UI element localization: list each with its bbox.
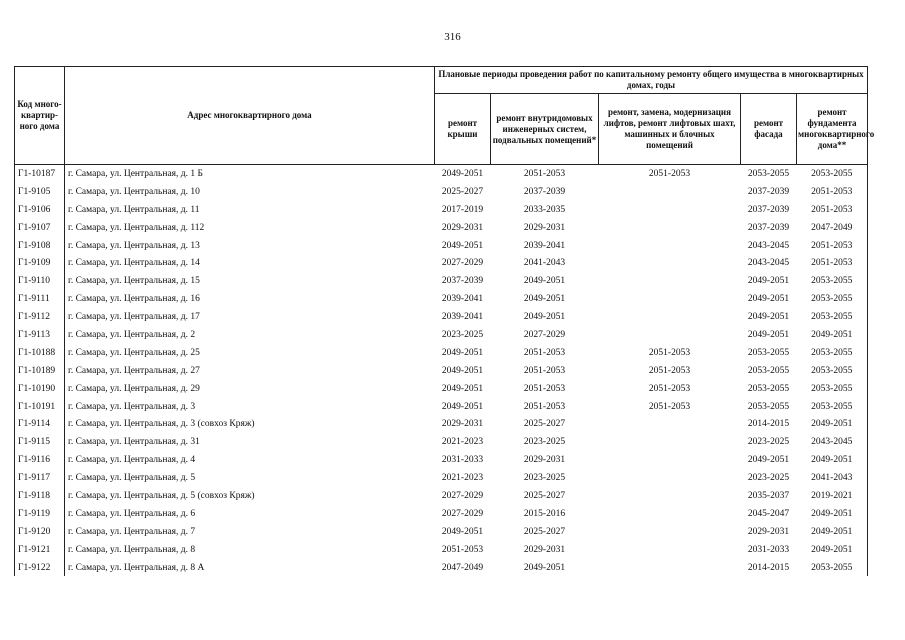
table-header xyxy=(15,67,875,165)
cell-elevators xyxy=(599,541,741,559)
cell-roof: 2023-2025 xyxy=(441,329,484,340)
cell-roof: 2021-2023 xyxy=(441,437,484,448)
cell-roof: 2049-2051 xyxy=(441,240,484,251)
cell-systems: 2015-2016 xyxy=(523,508,566,519)
cell-address: г. Самара, ул. Центральная, д. 15 xyxy=(68,276,200,287)
cell-facade: 2045-2047 xyxy=(747,508,790,519)
cell-foundation: 2053-2055 xyxy=(797,559,868,577)
cell-foundation: 2049-2051 xyxy=(797,451,868,469)
cell-foundation: 2051-2053 xyxy=(797,237,868,255)
header-code: Код много-квартир-ного дома xyxy=(15,67,65,165)
cell-code: Г1-10190 xyxy=(15,380,65,398)
cell-foundation: 2053-2055 xyxy=(797,165,868,183)
cell-code: Г1-10188 xyxy=(15,344,65,362)
cell-foundation: 2041-2043 xyxy=(797,469,868,487)
table-row xyxy=(15,415,868,433)
cell-elevators xyxy=(599,254,741,272)
cell-systems: 2051-2053 xyxy=(523,383,566,394)
cell-address: г. Самара, ул. Центральная, д. 11 xyxy=(68,204,200,215)
cell-systems: 2029-2031 xyxy=(523,222,566,233)
cell-systems: 2025-2027 xyxy=(523,526,566,537)
header-facade: ремонт фасада xyxy=(741,94,797,165)
table-row xyxy=(15,505,868,523)
cell-elevators: 2051-2053 xyxy=(648,383,691,394)
cell-address: г. Самара, ул. Центральная, д. 16 xyxy=(68,294,200,305)
cell-facade: 2053-2055 xyxy=(747,401,790,412)
header-foundation: ремонт фундамента многоквартирного дома** xyxy=(797,94,868,165)
cell-address: г. Самара, ул. Центральная, д. 8 А xyxy=(68,562,205,573)
cell-roof: 2027-2029 xyxy=(441,258,484,269)
cell-facade: 2043-2045 xyxy=(747,240,790,251)
cell-code: Г1-9107 xyxy=(15,219,65,237)
cell-code: Г1-9111 xyxy=(15,290,65,308)
cell-code: Г1-9120 xyxy=(15,523,65,541)
cell-roof: 2047-2049 xyxy=(441,562,484,573)
cell-elevators xyxy=(599,487,741,505)
cell-foundation: 2053-2055 xyxy=(797,290,868,308)
cell-facade: 2053-2055 xyxy=(747,347,790,358)
cell-address: г. Самара, ул. Центральная, д. 7 xyxy=(68,526,196,537)
table-row xyxy=(15,433,868,451)
page-number: 316 xyxy=(444,31,461,43)
cell-foundation: 2053-2055 xyxy=(797,380,868,398)
cell-address: г. Самара, ул. Центральная, д. 6 xyxy=(68,508,196,519)
cell-facade: 2037-2039 xyxy=(747,204,790,215)
cell-systems: 2051-2053 xyxy=(523,347,566,358)
cell-roof: 2049-2051 xyxy=(441,347,484,358)
table-row xyxy=(15,237,868,255)
cell-facade: 2049-2051 xyxy=(747,312,790,323)
cell-roof: 2049-2051 xyxy=(441,401,484,412)
cell-systems: 2049-2051 xyxy=(523,276,566,287)
cell-elevators xyxy=(599,237,741,255)
cell-facade: 2031-2033 xyxy=(747,544,790,555)
cell-address: г. Самара, ул. Центральная, д. 27 xyxy=(68,365,200,376)
cell-address: г. Самара, ул. Центральная, д. 5 xyxy=(68,473,196,484)
cell-roof: 2021-2023 xyxy=(441,473,484,484)
cell-address: г. Самара, ул. Центральная, д. 14 xyxy=(68,258,200,269)
cell-elevators: 2051-2053 xyxy=(648,347,691,358)
cell-systems: 2025-2027 xyxy=(523,419,566,430)
cell-code: Г1-9122 xyxy=(15,559,65,577)
cell-code: Г1-9106 xyxy=(15,201,65,219)
cell-facade: 2023-2025 xyxy=(747,437,790,448)
cell-roof: 2049-2051 xyxy=(441,365,484,376)
header-periods: Плановые периоды проведения работ по капитальному ремонту общего имущества в многоквартирных домах, годы xyxy=(435,67,868,94)
cell-foundation: 2051-2053 xyxy=(797,254,868,272)
header-roof: ремонт крыши xyxy=(435,94,491,165)
cell-address: г. Самара, ул. Центральная, д. 1 Б xyxy=(68,168,203,179)
cell-facade: 2037-2039 xyxy=(747,222,790,233)
cell-code: Г1-9109 xyxy=(15,254,65,272)
cell-address: г. Самара, ул. Центральная, д. 10 xyxy=(68,186,200,197)
cell-foundation: 2019-2021 xyxy=(797,487,868,505)
cell-systems: 2023-2025 xyxy=(523,437,566,448)
cell-facade: 2014-2015 xyxy=(747,562,790,573)
table-row xyxy=(15,469,868,487)
header-systems: ремонт внутридомовых инженерных систем, подвальных помещений* xyxy=(491,94,599,165)
cell-code: Г1-9116 xyxy=(15,451,65,469)
table-row xyxy=(15,523,868,541)
cell-foundation: 2047-2049 xyxy=(797,219,868,237)
cell-systems: 2025-2027 xyxy=(523,490,566,501)
cell-foundation: 2043-2045 xyxy=(797,433,868,451)
cell-systems: 2049-2051 xyxy=(523,312,566,323)
cell-facade: 2049-2051 xyxy=(747,294,790,305)
cell-roof: 2031-2033 xyxy=(441,455,484,466)
cell-systems: 2039-2041 xyxy=(523,240,566,251)
table-row xyxy=(15,201,868,219)
cell-address: г. Самара, ул. Центральная, д. 25 xyxy=(68,347,200,358)
cell-code: Г1-10187 xyxy=(15,165,65,183)
cell-elevators xyxy=(599,183,741,201)
table-row xyxy=(15,559,868,577)
cell-elevators xyxy=(599,308,741,326)
cell-address: г. Самара, ул. Центральная, д. 3 xyxy=(68,401,196,412)
cell-code: Г1-9105 xyxy=(15,183,65,201)
cell-facade: 2049-2051 xyxy=(747,329,790,340)
cell-elevators xyxy=(599,451,741,469)
table-body xyxy=(15,165,868,577)
cell-code: Г1-9117 xyxy=(15,469,65,487)
cell-facade: 2035-2037 xyxy=(747,490,790,501)
cell-elevators xyxy=(599,505,741,523)
table-row xyxy=(15,398,868,416)
cell-systems: 2051-2053 xyxy=(523,168,566,179)
cell-elevators xyxy=(599,290,741,308)
cell-foundation: 2053-2055 xyxy=(797,308,868,326)
cell-foundation: 2049-2051 xyxy=(797,541,868,559)
repair-schedule-table xyxy=(14,66,875,576)
cell-elevators: 2051-2053 xyxy=(648,365,691,376)
cell-elevators xyxy=(599,219,741,237)
cell-systems: 2049-2051 xyxy=(523,562,566,573)
cell-elevators xyxy=(599,469,741,487)
cell-systems: 2049-2051 xyxy=(523,294,566,305)
cell-facade: 2049-2051 xyxy=(747,455,790,466)
cell-systems: 2027-2029 xyxy=(523,329,566,340)
cell-foundation: 2049-2051 xyxy=(797,326,868,344)
cell-roof: 2027-2029 xyxy=(441,490,484,501)
cell-roof: 2049-2051 xyxy=(441,383,484,394)
cell-roof: 2049-2051 xyxy=(441,168,484,179)
table-row xyxy=(15,487,868,505)
cell-systems: 2051-2053 xyxy=(523,365,566,376)
cell-foundation: 2053-2055 xyxy=(797,344,868,362)
cell-code: Г1-9121 xyxy=(15,541,65,559)
cell-address: г. Самара, ул. Центральная, д. 5 (совхоз Кряж) xyxy=(68,490,255,501)
cell-elevators xyxy=(599,326,741,344)
cell-roof: 2025-2027 xyxy=(441,186,484,197)
table-row xyxy=(15,451,868,469)
table-row xyxy=(15,165,868,183)
cell-systems: 2051-2053 xyxy=(523,401,566,412)
cell-code: Г1-9119 xyxy=(15,505,65,523)
cell-foundation: 2053-2055 xyxy=(797,272,868,290)
cell-facade: 2023-2025 xyxy=(747,473,790,484)
cell-code: Г1-9118 xyxy=(15,487,65,505)
cell-systems: 2023-2025 xyxy=(523,473,566,484)
cell-elevators xyxy=(599,523,741,541)
cell-elevators xyxy=(599,559,741,577)
cell-facade: 2043-2045 xyxy=(747,258,790,269)
cell-systems: 2041-2043 xyxy=(523,258,566,269)
cell-address: г. Самара, ул. Центральная, д. 31 xyxy=(68,437,200,448)
cell-systems: 2033-2035 xyxy=(523,204,566,215)
cell-foundation: 2053-2055 xyxy=(797,398,868,416)
cell-roof: 2017-2019 xyxy=(441,204,484,215)
cell-elevators: 2051-2053 xyxy=(648,401,691,412)
cell-roof: 2049-2051 xyxy=(441,526,484,537)
cell-foundation: 2053-2055 xyxy=(797,362,868,380)
cell-roof: 2027-2029 xyxy=(441,508,484,519)
cell-roof: 2039-2041 xyxy=(441,312,484,323)
cell-address: г. Самара, ул. Центральная, д. 3 (совхоз Кряж) xyxy=(68,419,255,430)
cell-facade: 2029-2031 xyxy=(747,526,790,537)
table-row xyxy=(15,344,868,362)
cell-address: г. Самара, ул. Центральная, д. 17 xyxy=(68,312,200,323)
cell-address: г. Самара, ул. Центральная, д. 13 xyxy=(68,240,200,251)
cell-roof: 2051-2053 xyxy=(441,544,484,555)
cell-roof: 2029-2031 xyxy=(441,222,484,233)
cell-foundation: 2049-2051 xyxy=(797,505,868,523)
table-row xyxy=(15,326,868,344)
cell-foundation: 2051-2053 xyxy=(797,201,868,219)
table-row xyxy=(15,362,868,380)
cell-elevators xyxy=(599,433,741,451)
cell-address: г. Самара, ул. Центральная, д. 8 xyxy=(68,544,196,555)
cell-address: г. Самара, ул. Центральная, д. 4 xyxy=(68,455,196,466)
cell-code: Г1-9108 xyxy=(15,237,65,255)
cell-code: Г1-10191 xyxy=(15,398,65,416)
table-row xyxy=(15,541,868,559)
cell-foundation: 2049-2051 xyxy=(797,415,868,433)
cell-systems: 2029-2031 xyxy=(523,544,566,555)
cell-code: Г1-10189 xyxy=(15,362,65,380)
cell-address: г. Самара, ул. Центральная, д. 29 xyxy=(68,383,200,394)
table-row xyxy=(15,308,868,326)
cell-roof: 2029-2031 xyxy=(441,419,484,430)
cell-elevators xyxy=(599,415,741,433)
cell-elevators: 2051-2053 xyxy=(648,168,691,179)
cell-foundation: 2051-2053 xyxy=(797,183,868,201)
cell-facade: 2037-2039 xyxy=(747,186,790,197)
cell-code: Г1-9112 xyxy=(15,308,65,326)
cell-code: Г1-9113 xyxy=(15,326,65,344)
cell-code: Г1-9110 xyxy=(15,272,65,290)
cell-systems: 2037-2039 xyxy=(523,186,566,197)
cell-roof: 2039-2041 xyxy=(441,294,484,305)
header-address: Адрес многоквартирного дома xyxy=(65,67,435,165)
table-row xyxy=(15,380,868,398)
table-row xyxy=(15,254,868,272)
table-row xyxy=(15,272,868,290)
cell-facade: 2053-2055 xyxy=(747,365,790,376)
table-row xyxy=(15,290,868,308)
cell-facade: 2049-2051 xyxy=(747,276,790,287)
table-row xyxy=(15,183,868,201)
table-row xyxy=(15,219,868,237)
cell-roof: 2037-2039 xyxy=(441,276,484,287)
cell-elevators xyxy=(599,201,741,219)
cell-facade: 2053-2055 xyxy=(747,383,790,394)
cell-address: г. Самара, ул. Центральная, д. 2 xyxy=(68,329,196,340)
header-elevators: ремонт, замена, модернизация лифтов, ремонт лифтовых шахт, машинных и блочных помещений xyxy=(599,94,741,165)
cell-foundation: 2049-2051 xyxy=(797,523,868,541)
cell-systems: 2029-2031 xyxy=(523,455,566,466)
cell-code: Г1-9115 xyxy=(15,433,65,451)
cell-facade: 2014-2015 xyxy=(747,419,790,430)
cell-code: Г1-9114 xyxy=(15,415,65,433)
cell-address: г. Самара, ул. Центральная, д. 112 xyxy=(68,222,205,233)
cell-elevators xyxy=(599,272,741,290)
cell-facade: 2053-2055 xyxy=(747,168,790,179)
